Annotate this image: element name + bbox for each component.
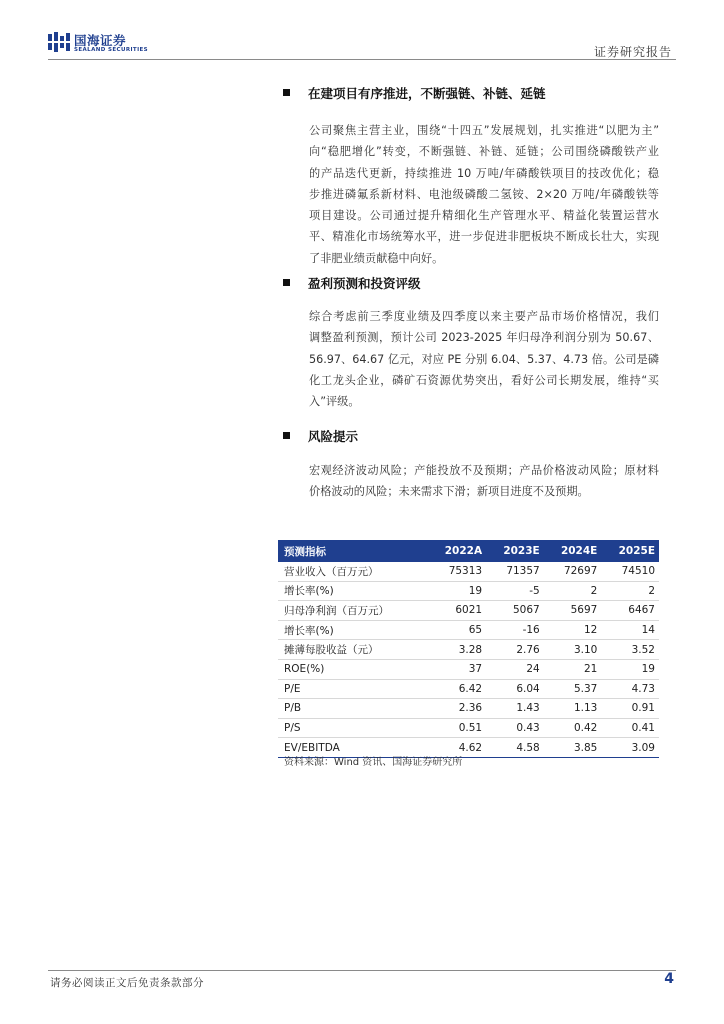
table-row-label: 归母净利润（百万元） — [278, 601, 427, 621]
table-row — [278, 581, 659, 601]
section-paragraph-forecast — [309, 306, 659, 412]
table-cell: 2 — [544, 581, 602, 601]
table-cell: 75313 — [427, 562, 486, 581]
table-cell: 0.91 — [601, 699, 659, 719]
sealand-logo-icon — [48, 32, 70, 52]
table-cell: 3.28 — [427, 640, 486, 660]
table-cell: 5.37 — [544, 679, 602, 699]
section-heading-text: 在建项目有序推进，不断强链、补链、延链 — [308, 86, 546, 101]
paragraph-line: 项目建设。公司通过提升精细化生产管理水平、精益化装置运营水 — [309, 209, 659, 223]
square-bullet-icon — [283, 432, 290, 439]
paragraph-line: 步推进磷氟系新材料、电池级磷酸二氢铵、2×20 万吨/年磷酸铁等 — [309, 187, 659, 201]
section-paragraph-projects — [309, 120, 659, 269]
table-cell: 2.36 — [427, 699, 486, 719]
table-cell: 0.41 — [601, 718, 659, 738]
section-heading-text: 风险提示 — [308, 429, 359, 444]
table-header-cell: 2022A — [427, 540, 486, 562]
paragraph-line: 宏观经济波动风险；产能投放不及预期；产品价格波动风险；原材料 — [309, 464, 659, 477]
table-cell: 3.52 — [601, 640, 659, 660]
paragraph-line: 了非肥业绩贡献稳中向好。 — [309, 251, 444, 265]
paragraph-line: 平、精准化市场统筹水平，进一步促进非肥板块不断成长壮大，实现 — [309, 230, 659, 244]
table-row — [278, 718, 659, 738]
table-row-label: EV/EBITDA — [278, 738, 427, 758]
table-row-label: P/E — [278, 679, 427, 699]
table-cell: 19 — [601, 659, 659, 679]
logo-chinese-name: 国海证券 — [74, 33, 127, 48]
table-cell: 6467 — [601, 601, 659, 621]
square-bullet-icon — [283, 279, 290, 286]
table-cell: 4.73 — [601, 679, 659, 699]
table-source-note: 资料来源：Wind 资讯、国海证券研究所 — [284, 757, 463, 768]
table-cell: 0.43 — [486, 718, 544, 738]
table-cell: 14 — [601, 620, 659, 640]
table-header-cell: 2024E — [544, 540, 602, 562]
paragraph-line: 调整盈利预测，预计公司 2023-2025 年归母净利润分别为 50.67、 — [309, 331, 659, 345]
logo-english-name: SEALAND SECURITIES — [74, 47, 149, 53]
table-cell: 0.42 — [544, 718, 602, 738]
square-bullet-icon — [283, 89, 290, 96]
table-row-label: ROE(%) — [278, 659, 427, 679]
table-row — [278, 640, 659, 660]
footer-divider — [48, 970, 676, 971]
footer-disclaimer: 请务必阅读正文后免责条款部分 — [50, 977, 204, 989]
paragraph-line: 综合考虑前三季度业绩及四季度以来主要产品市场价格情况，我们 — [309, 310, 659, 323]
paragraph-line: 的产品迭代更新，持续推进 10 万吨/年磷酸铁项目的技改优化；稳 — [309, 166, 659, 180]
section-heading-text: 盈利预测和投资评级 — [308, 276, 421, 291]
paragraph-line: 价格波动的风险；未来需求下滑；新项目进度不及预期。 — [309, 485, 589, 499]
page-number: 4 — [664, 971, 674, 987]
table-header-row — [278, 540, 659, 562]
forecast-table — [278, 540, 659, 758]
table-cell: 74510 — [601, 562, 659, 581]
table-row-label: 增长率(%) — [278, 581, 427, 601]
table-row-label: P/S — [278, 718, 427, 738]
page-header — [48, 30, 676, 60]
table-cell: 3.09 — [601, 738, 659, 758]
paragraph-line: 入”评级。 — [309, 395, 360, 409]
table-cell: 6.04 — [486, 679, 544, 699]
table-cell: 2 — [601, 581, 659, 601]
table-row — [278, 679, 659, 699]
table-cell: 3.85 — [544, 738, 602, 758]
table-cell: 5067 — [486, 601, 544, 621]
table-cell: 1.13 — [544, 699, 602, 719]
section-heading-projects — [283, 84, 546, 102]
table-cell: 3.10 — [544, 640, 602, 660]
table-cell: 1.43 — [486, 699, 544, 719]
table-cell: 19 — [427, 581, 486, 601]
table-cell: -5 — [486, 581, 544, 601]
paragraph-line: 化工龙头企业，磷矿石资源优势突出，看好公司长期发展，维持“买 — [309, 373, 659, 387]
table-row-label: 增长率(%) — [278, 620, 427, 640]
table-row — [278, 659, 659, 679]
table-cell: 4.58 — [486, 738, 544, 758]
table-cell: 4.62 — [427, 738, 486, 758]
header-divider — [48, 59, 676, 60]
table-header-cell: 2025E — [601, 540, 659, 562]
section-paragraph-risks — [309, 460, 659, 503]
table-row — [278, 620, 659, 640]
table-row — [278, 562, 659, 581]
report-type-label: 证券研究报告 — [593, 45, 672, 59]
table-row-label: 摊薄每股收益（元） — [278, 640, 427, 660]
table-row — [278, 601, 659, 621]
table-cell: 71357 — [486, 562, 544, 581]
table-header-cell: 预测指标 — [278, 540, 427, 562]
table-cell: 37 — [427, 659, 486, 679]
table-cell: 72697 — [544, 562, 602, 581]
table-cell: 21 — [544, 659, 602, 679]
table-cell: 6021 — [427, 601, 486, 621]
table-cell: 12 — [544, 620, 602, 640]
table-cell: 5697 — [544, 601, 602, 621]
section-heading-forecast — [283, 274, 421, 292]
paragraph-line: 向“稳肥增化”转变，不断强链、补链、延链；公司围绕磷酸铁产业 — [309, 145, 659, 159]
table-cell: 65 — [427, 620, 486, 640]
paragraph-line: 公司聚焦主营主业，围绕“十四五”发展规划，扎实推进“以肥为主” — [309, 124, 659, 137]
table-cell: -16 — [486, 620, 544, 640]
table-cell: 2.76 — [486, 640, 544, 660]
table-row — [278, 699, 659, 719]
company-logo — [48, 30, 188, 58]
paragraph-line: 56.97、64.67 亿元，对应 PE 分别 6.04、5.37、4.73 倍。公司是磷 — [309, 352, 659, 366]
table-row-label: 营业收入（百万元） — [278, 562, 427, 581]
table-cell: 24 — [486, 659, 544, 679]
table-header-cell: 2023E — [486, 540, 544, 562]
table-row-label: P/B — [278, 699, 427, 719]
table-cell: 6.42 — [427, 679, 486, 699]
table-cell: 0.51 — [427, 718, 486, 738]
section-heading-risks — [283, 427, 358, 445]
